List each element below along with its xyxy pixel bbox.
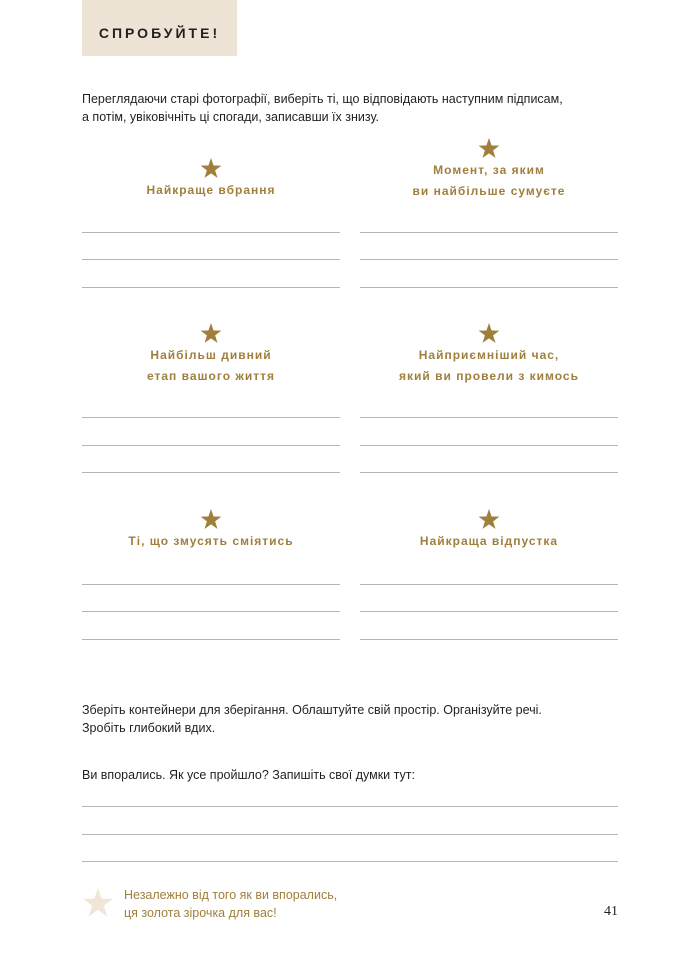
prompt-make-laugh xyxy=(82,509,340,552)
prompt-title-line-1: Найприємніший час, xyxy=(418,348,560,362)
star-icon xyxy=(478,509,500,530)
prompt-best-outfit xyxy=(82,158,340,201)
writing-line[interactable] xyxy=(82,639,340,640)
section-tab-label: СПРОБУЙТЕ! xyxy=(98,25,221,41)
gold-star-icon xyxy=(82,888,114,918)
writing-line[interactable] xyxy=(360,472,618,473)
prompt-title-line-2: який ви провели з кимось xyxy=(399,369,579,383)
prompt-title-line-1: Момент, за яким xyxy=(433,163,545,177)
intro-line-1: Переглядаючи старі фотографії, виберіть ті, що відповідають наступним підписам, xyxy=(82,92,563,106)
star-icon xyxy=(200,158,222,179)
section-tab xyxy=(82,0,237,56)
prompt-title-line-2: етап вашого життя xyxy=(146,369,276,383)
star-icon xyxy=(200,509,222,530)
prompt-title-line-1: Ті, що змусять сміятись xyxy=(128,534,294,548)
reflection-writing-line[interactable] xyxy=(82,834,618,835)
writing-line[interactable] xyxy=(82,259,340,260)
prompt-title-line-2: ви найбільше сумуєте xyxy=(412,184,566,198)
prompt-title-line-1: Найкраще вбрання xyxy=(146,183,276,197)
prompt-pleasant-time xyxy=(360,323,618,387)
star-icon xyxy=(200,323,222,344)
page-number: 41 xyxy=(604,904,618,919)
writing-line[interactable] xyxy=(360,639,618,640)
prompt-title-line-1: Найкраща відпустка xyxy=(419,534,559,548)
writing-line[interactable] xyxy=(82,232,340,233)
footer-message xyxy=(124,886,337,922)
prompt-missed-moment xyxy=(360,138,618,202)
reflection-writing-line[interactable] xyxy=(82,861,618,862)
prompt-title-line-1: Найбільш дивний xyxy=(150,348,272,362)
writing-line[interactable] xyxy=(82,445,340,446)
writing-line[interactable] xyxy=(82,472,340,473)
reflection-prompt xyxy=(82,766,622,784)
star-icon xyxy=(478,323,500,344)
intro-line-2: а потім, увіковічніть ці спогади, записавши їх знизу. xyxy=(82,110,379,124)
writing-line[interactable] xyxy=(82,287,340,288)
footer-line-2: ця золота зірочка для вас! xyxy=(124,906,277,920)
writing-line[interactable] xyxy=(360,417,618,418)
writing-line[interactable] xyxy=(360,259,618,260)
writing-line[interactable] xyxy=(360,287,618,288)
instructions-line-2: Зробіть глибокий вдих. xyxy=(82,721,216,735)
intro-text xyxy=(82,90,622,126)
instructions-line-1: Зберіть контейнери для зберігання. Облаштуйте свій простір. Організуйте речі. xyxy=(82,703,542,717)
prompt-best-vacation xyxy=(360,509,618,552)
star-icon xyxy=(478,138,500,159)
instructions-text xyxy=(82,701,622,737)
writing-line[interactable] xyxy=(360,232,618,233)
reflection-text: Ви впорались. Як усе пройшло? Запишіть свої думки тут: xyxy=(82,768,415,782)
footer-line-1: Незалежно від того як ви впорались, xyxy=(124,888,338,902)
writing-line[interactable] xyxy=(360,611,618,612)
writing-line[interactable] xyxy=(82,584,340,585)
prompt-strangest-stage xyxy=(82,323,340,387)
writing-line[interactable] xyxy=(360,584,618,585)
reflection-writing-line[interactable] xyxy=(82,806,618,807)
writing-line[interactable] xyxy=(82,611,340,612)
writing-line[interactable] xyxy=(82,417,340,418)
writing-line[interactable] xyxy=(360,445,618,446)
